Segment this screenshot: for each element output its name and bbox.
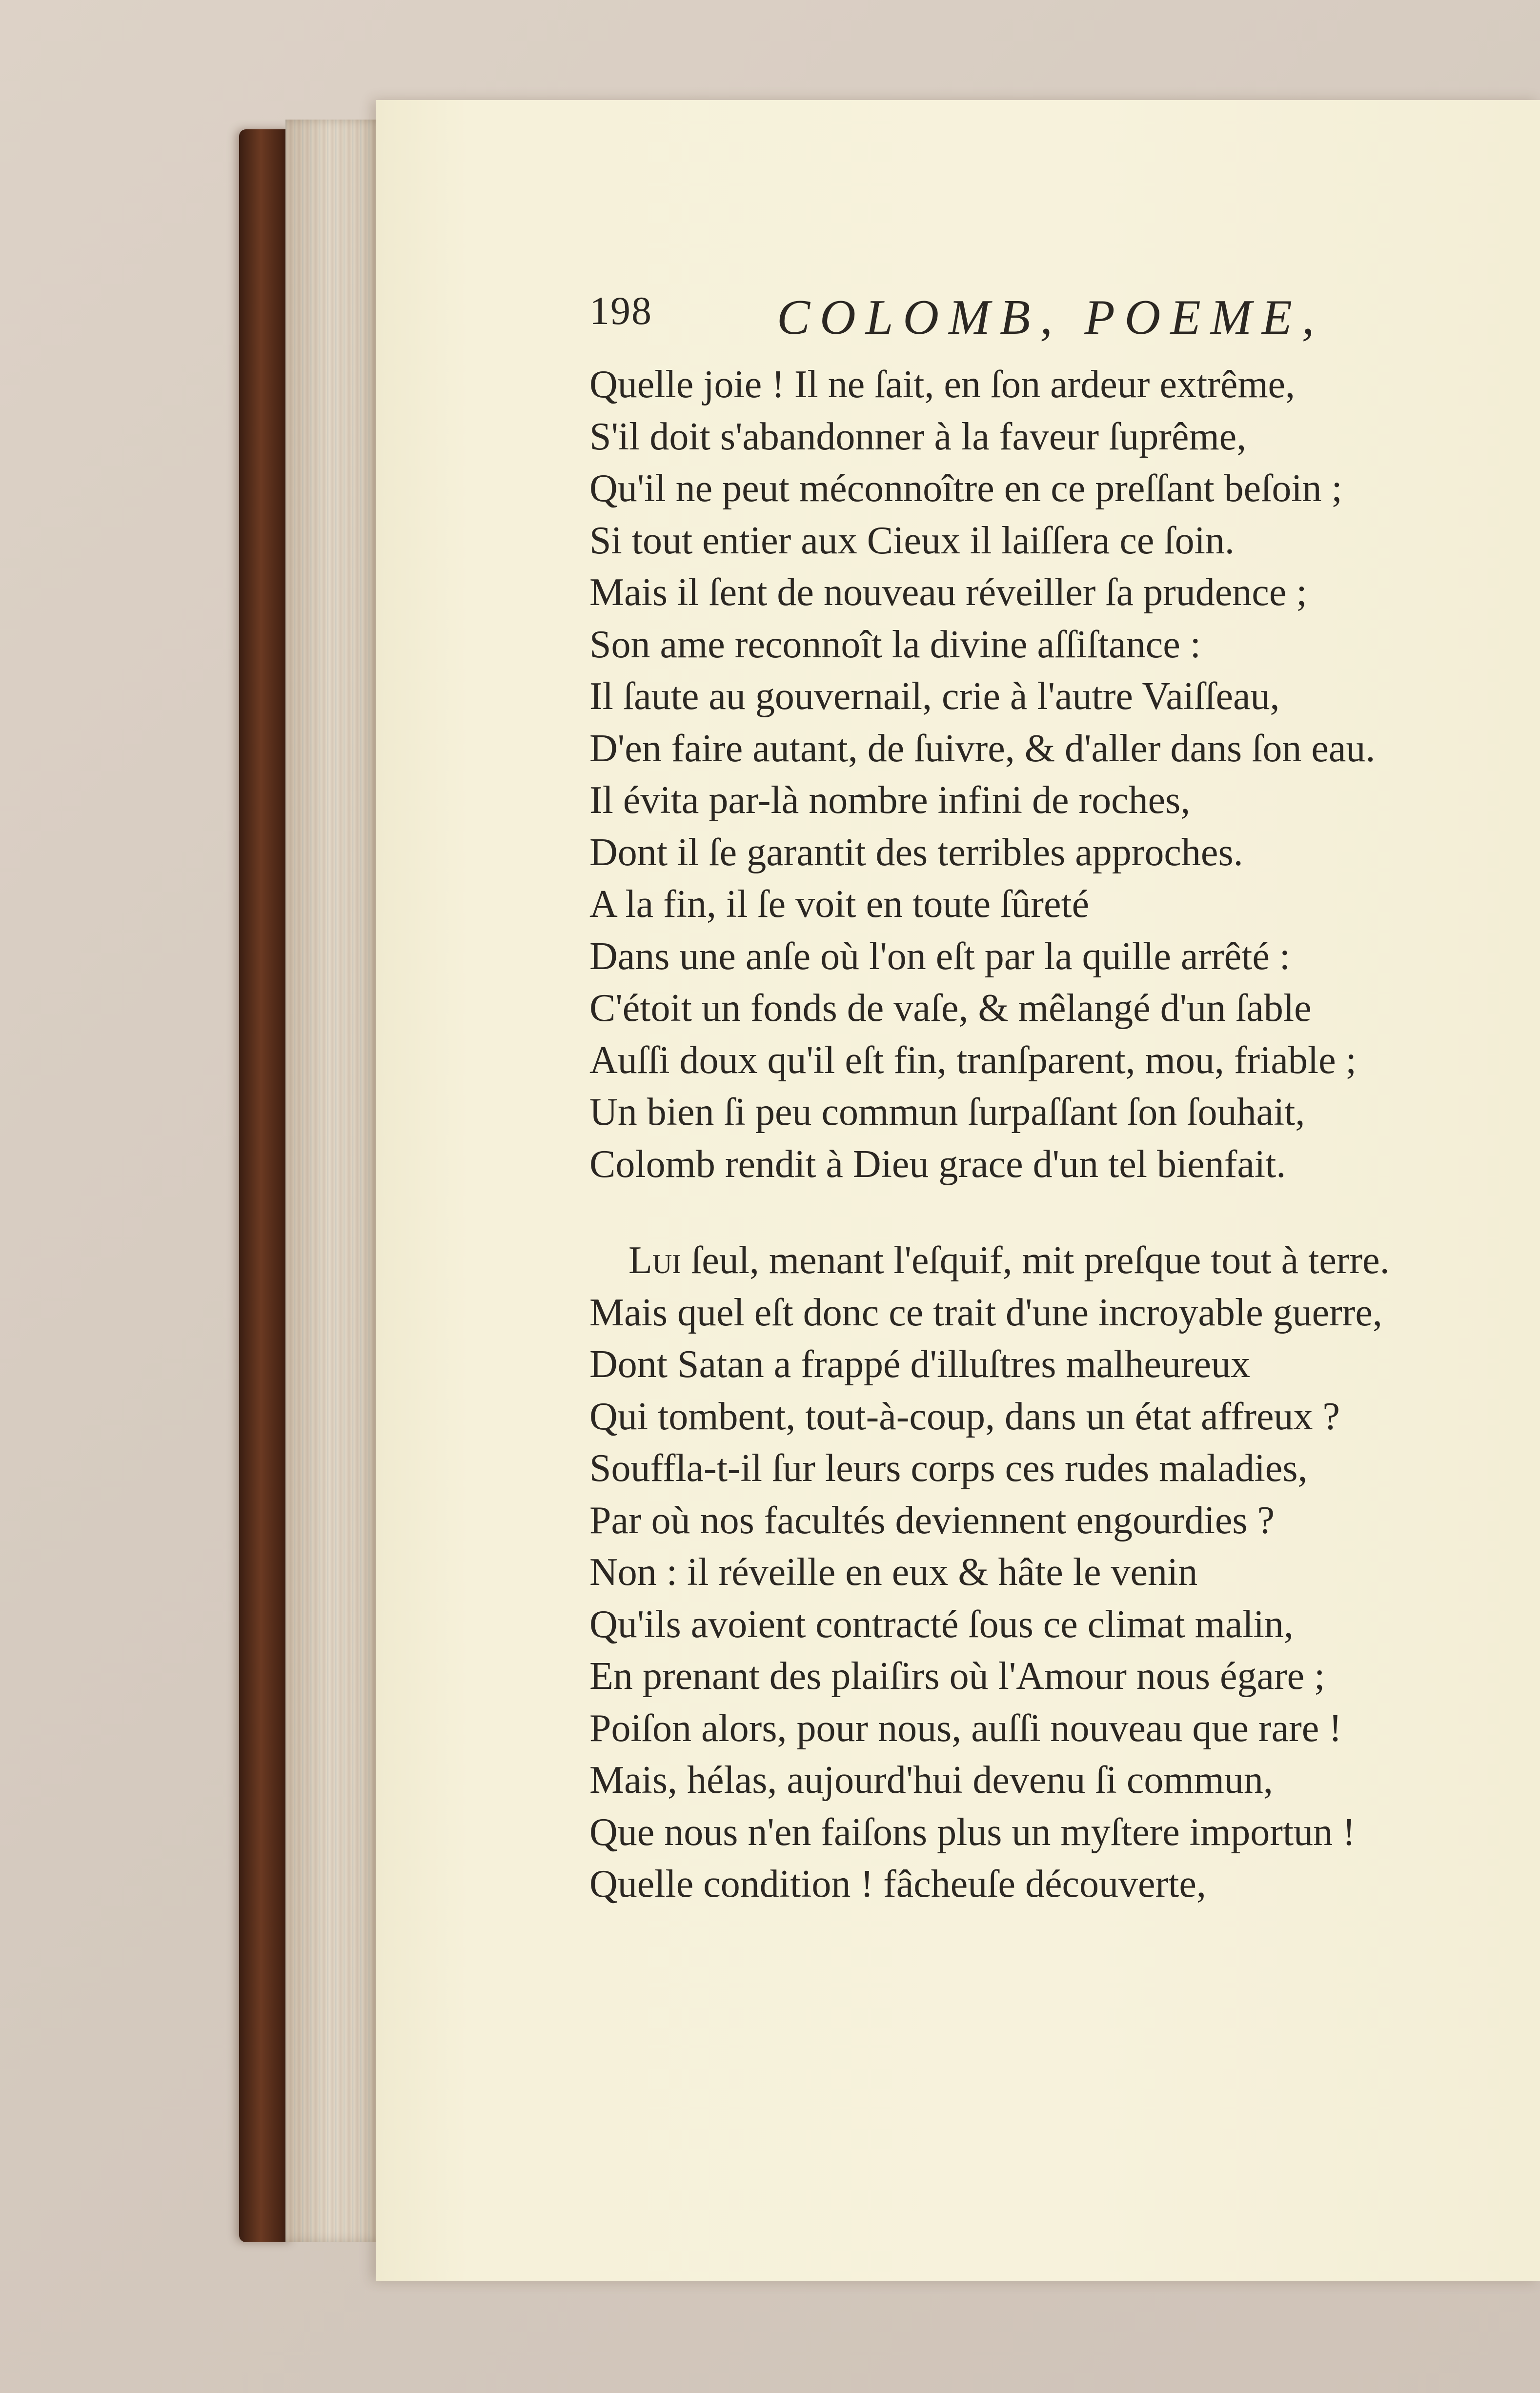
verse-line-first	[589, 1235, 1390, 1287]
first-line-rest: ſeul, menant l'eſquif, mit preſque tout à terre.	[681, 1239, 1390, 1282]
verse-line: Si tout entier aux Cieux il laiſſera ce ſoin.	[589, 519, 1235, 562]
verse-line: Mais quel eſt donc ce trait d'une incroyable guerre,	[589, 1291, 1382, 1334]
verse-line: Colomb rendit à Dieu grace d'un tel bienfait.	[589, 1142, 1286, 1186]
verse-line: Qui tombent, tout-à-coup, dans un état affreux ?	[589, 1395, 1340, 1438]
book-binding	[239, 129, 293, 2242]
verse-line: Non : il réveille en eux & hâte le venin	[589, 1551, 1198, 1594]
stanza-2	[589, 1235, 1390, 1910]
verse-line: Il ſaute au gouvernail, crie à l'autre Vaiſſeau,	[589, 675, 1280, 718]
verse-line: S'il doit s'abandonner à la faveur ſuprême,	[589, 415, 1247, 458]
verse-line: Dont il ſe garantit des terribles approches.	[589, 831, 1243, 874]
verse-line: Il évita par-là nombre infini de roches,	[589, 779, 1191, 822]
verse-line: Par où nos facultés deviennent engourdies ?	[589, 1499, 1275, 1542]
verse-line: Mais il ſent de nouveau réveiller ſa prudence ;	[589, 571, 1307, 614]
verse-line: Dans une anſe où l'on eſt par la quille arrêté :	[589, 934, 1291, 978]
verse-line: Quelle condition ! fâcheuſe découverte,	[589, 1863, 1206, 1906]
verse-line: Souffla-t-il ſur leurs corps ces rudes maladies,	[589, 1447, 1308, 1490]
verse-line: D'en faire autant, de ſuivre, & d'aller dans ſon eau.	[589, 727, 1376, 770]
verse-line: Quelle joie ! Il ne ſait, en ſon ardeur extrême,	[589, 363, 1296, 406]
verse-line: Son ame reconnoît la divine aſſiſtance :	[589, 623, 1201, 666]
verse-line: C'étoit un fonds de vaſe, & mêlangé d'un ſable	[589, 987, 1312, 1030]
verse-line: En prenant des plaiſirs où l'Amour nous égare ;	[589, 1655, 1325, 1698]
running-title: COLOMB, POEME,	[777, 290, 1324, 345]
stanza-1	[589, 359, 1375, 1190]
page-number: 198	[589, 288, 652, 333]
verse-line: Poiſon alors, pour nous, auſſi nouveau que rare !	[589, 1706, 1342, 1750]
verse-line: Auſſi doux qu'il eſt fin, tranſparent, mou, friable ;	[589, 1038, 1357, 1082]
verse-line: Que nous n'en faiſons plus un myſtere importun !	[589, 1810, 1356, 1854]
verse-line: Qu'il ne peut méconnoître en ce preſſant beſoin ;	[589, 467, 1342, 510]
first-word: Lui	[628, 1239, 681, 1282]
verse-line: Un bien ſi peu commun ſurpaſſant ſon ſouhait,	[589, 1091, 1305, 1134]
verse-line: Qu'ils avoient contracté ſous ce climat malin,	[589, 1602, 1294, 1646]
verse-line: A la fin, il ſe voit en toute ſûreté	[589, 883, 1090, 926]
verse-line: Mais, hélas, aujourd'hui devenu ſi commun,	[589, 1759, 1273, 1802]
verse-line: Dont Satan a frappé d'illuſtres malheureux	[589, 1343, 1250, 1386]
page-edges	[285, 120, 385, 2242]
